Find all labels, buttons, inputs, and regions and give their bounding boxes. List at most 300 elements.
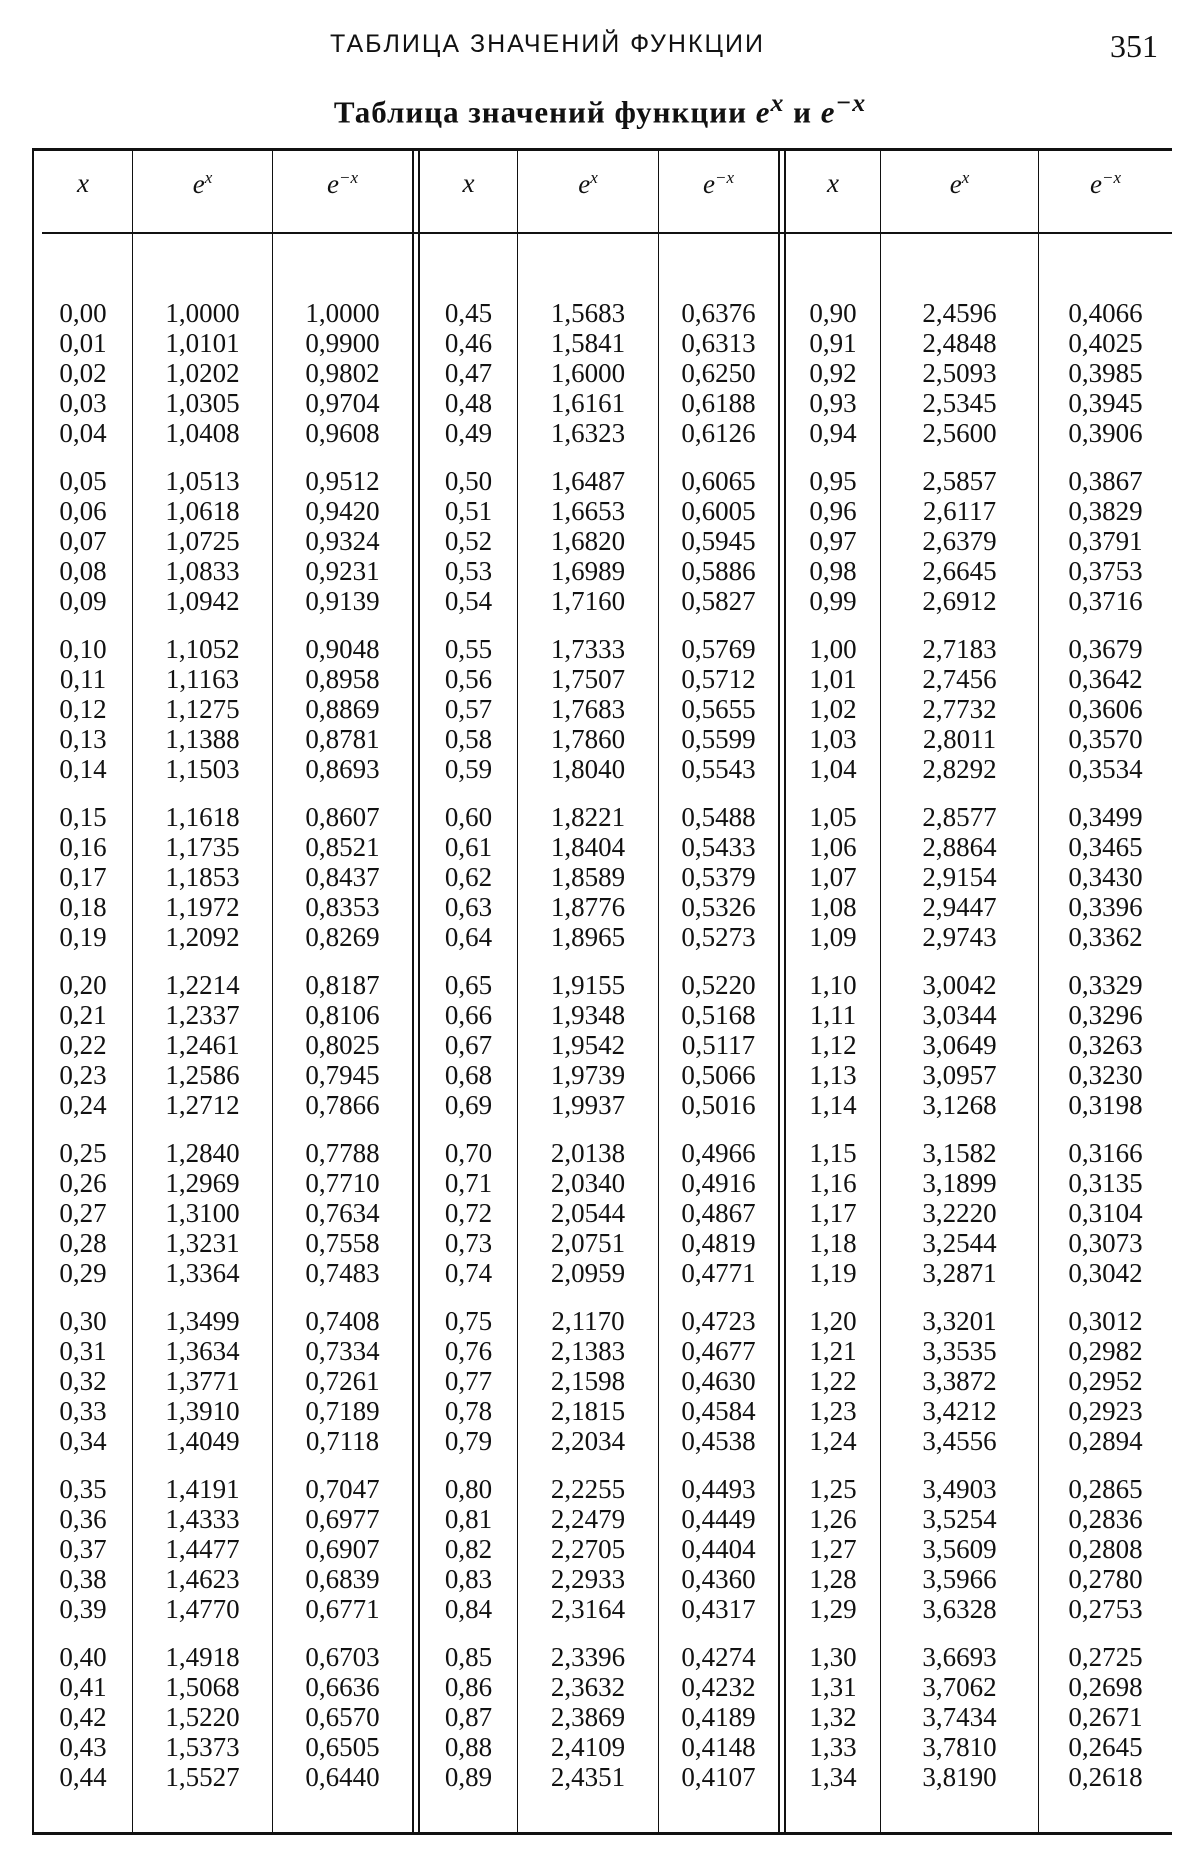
table-row — [32, 862, 1172, 892]
x-value: 0,88 — [444, 1732, 493, 1762]
x-value: 0,01 — [59, 328, 107, 358]
emx-value: 0,3534 — [1068, 754, 1143, 784]
table-row — [32, 1060, 1172, 1090]
ex-exponent: x — [770, 88, 785, 117]
ex-value: 1,7860 — [550, 724, 626, 754]
emx-value: 0,4148 — [681, 1732, 756, 1762]
table-row — [32, 1228, 1172, 1258]
ex-value: 1,6487 — [550, 466, 626, 496]
table-row — [32, 832, 1172, 862]
ex-value: 1,0000 — [165, 298, 240, 328]
emx-value: 0,3606 — [1068, 694, 1143, 724]
x-value: 1,26 — [809, 1504, 857, 1534]
x-value: 0,07 — [59, 526, 107, 556]
emx-value: 0,2952 — [1068, 1366, 1143, 1396]
ex-value: 2,7732 — [922, 694, 997, 724]
table-row — [32, 1474, 1172, 1504]
ex-value: 1,6989 — [550, 556, 626, 586]
x-value: 0,78 — [444, 1396, 493, 1426]
ex-value: 1,1735 — [165, 832, 240, 862]
ex-value: 2,5857 — [922, 466, 997, 496]
emx-value: 0,3906 — [1068, 418, 1143, 448]
table-row — [32, 802, 1172, 832]
table-row — [32, 526, 1172, 556]
ex-value: 2,3164 — [550, 1594, 626, 1624]
x-value: 0,12 — [59, 694, 107, 724]
emx-value: 0,8607 — [305, 802, 380, 832]
ex-value: 3,5609 — [922, 1534, 997, 1564]
x-value: 0,42 — [59, 1702, 107, 1732]
ex-value: 1,5068 — [165, 1672, 240, 1702]
table-row — [32, 1336, 1172, 1366]
x-value: 0,63 — [444, 892, 493, 922]
emx-value: 0,4404 — [681, 1534, 756, 1564]
emx-value: 0,5712 — [681, 664, 756, 694]
x-value: 0,90 — [809, 298, 857, 328]
emx-value: 0,6065 — [681, 466, 756, 496]
emx-value: 0,4819 — [681, 1228, 756, 1258]
table-row — [32, 1138, 1172, 1168]
table-row — [32, 1594, 1172, 1624]
x-value: 0,79 — [444, 1426, 493, 1456]
x-value: 0,64 — [444, 922, 493, 952]
emx-value: 0,8187 — [305, 970, 380, 1000]
emx-value: 0,3570 — [1068, 724, 1143, 754]
x-value: 0,89 — [444, 1762, 493, 1792]
x-value: 1,03 — [809, 724, 857, 754]
emx-value: 0,7945 — [305, 1060, 380, 1090]
x-value: 0,61 — [444, 832, 493, 862]
emx-value: 0,9324 — [305, 526, 380, 556]
ex-value: 1,5683 — [550, 298, 626, 328]
x-value: 0,26 — [59, 1168, 107, 1198]
x-value: 0,28 — [59, 1228, 107, 1258]
emx-value: 0,2836 — [1068, 1504, 1143, 1534]
table-row — [32, 892, 1172, 922]
x-value: 0,69 — [444, 1090, 493, 1120]
x-value: 0,50 — [444, 466, 493, 496]
x-value: 0,43 — [59, 1732, 107, 1762]
ex-value: 1,2969 — [165, 1168, 240, 1198]
emx-value: 0,5543 — [681, 754, 756, 784]
ex-value: 2,9154 — [922, 862, 997, 892]
ex-value: 3,0957 — [922, 1060, 997, 1090]
emx-value: 0,6313 — [681, 328, 756, 358]
emx-value: 0,3329 — [1068, 970, 1143, 1000]
x-value: 0,80 — [444, 1474, 493, 1504]
ex-value: 1,2840 — [165, 1138, 240, 1168]
ex-value: 3,7810 — [922, 1732, 997, 1762]
x-value: 1,24 — [809, 1426, 857, 1456]
ex-value: 3,5254 — [922, 1504, 997, 1534]
x-value: 0,09 — [59, 586, 107, 616]
table-row — [32, 1396, 1172, 1426]
ex-value: 1,2337 — [165, 1000, 240, 1030]
ex-value: 3,4903 — [922, 1474, 997, 1504]
x-value: 0,23 — [59, 1060, 107, 1090]
ex-value: 1,0833 — [165, 556, 240, 586]
emx-value: 0,3104 — [1068, 1198, 1143, 1228]
ex-value: 2,5093 — [922, 358, 997, 388]
ex-value: 3,6693 — [922, 1642, 997, 1672]
emx-value: 0,6376 — [681, 298, 756, 328]
emx-value: 0,3073 — [1068, 1228, 1143, 1258]
emx-value: 0,3753 — [1068, 556, 1143, 586]
x-value: 0,98 — [809, 556, 857, 586]
emx-value: 0,8521 — [305, 832, 380, 862]
emx-value: 0,2725 — [1068, 1642, 1143, 1672]
ex-value: 2,1383 — [550, 1336, 626, 1366]
emx-value: 0,6839 — [305, 1564, 380, 1594]
table-row — [32, 1564, 1172, 1594]
x-value: 0,57 — [444, 694, 493, 724]
x-value: 0,32 — [59, 1366, 107, 1396]
emx-value: 0,5655 — [681, 694, 756, 724]
ex-value: 2,2705 — [550, 1534, 626, 1564]
emx-value: 0,3829 — [1068, 496, 1143, 526]
emx-value: 0,7334 — [305, 1336, 380, 1366]
x-value: 0,27 — [59, 1198, 107, 1228]
emx-value: 0,3230 — [1068, 1060, 1143, 1090]
ex-value: 1,9155 — [550, 970, 626, 1000]
table-row — [32, 1000, 1172, 1030]
x-value: 1,06 — [809, 832, 857, 862]
emx-value: 0,9900 — [305, 328, 380, 358]
x-value: 1,31 — [809, 1672, 857, 1702]
emx-value: 0,4274 — [681, 1642, 756, 1672]
header-emx: $e^{-x}$ — [702, 168, 734, 199]
x-value: 1,02 — [809, 694, 857, 724]
x-value: 0,99 — [809, 586, 857, 616]
x-value: 0,71 — [444, 1168, 493, 1198]
x-value: 0,75 — [444, 1306, 493, 1336]
table-row — [32, 664, 1172, 694]
x-value: 1,05 — [809, 802, 857, 832]
x-value: 0,95 — [809, 466, 857, 496]
emx-value: 0,2923 — [1068, 1396, 1143, 1426]
x-value: 0,55 — [444, 634, 493, 664]
emx-value: 0,4107 — [681, 1762, 756, 1792]
x-value: 0,10 — [59, 634, 107, 664]
ex-value: 2,6645 — [922, 556, 997, 586]
ex-value: 3,3535 — [922, 1336, 997, 1366]
emx-value: 0,7261 — [305, 1366, 380, 1396]
emx-value: 0,2865 — [1068, 1474, 1143, 1504]
table-row — [32, 1090, 1172, 1120]
emx-value: 0,5220 — [681, 970, 756, 1000]
ex-value: 1,3910 — [165, 1396, 240, 1426]
ex-value: 1,5527 — [165, 1762, 240, 1792]
x-value: 0,20 — [59, 970, 107, 1000]
ex-value: 3,7434 — [922, 1702, 997, 1732]
ex-value: 1,3771 — [165, 1366, 240, 1396]
emx-value: 0,3198 — [1068, 1090, 1143, 1120]
x-value: 0,83 — [444, 1564, 493, 1594]
emx-value: 0,3642 — [1068, 664, 1143, 694]
x-value: 0,13 — [59, 724, 107, 754]
x-value: 0,76 — [444, 1336, 493, 1366]
header-x: x — [462, 168, 475, 198]
x-value: 1,25 — [809, 1474, 857, 1504]
table-row — [32, 694, 1172, 724]
x-value: 0,24 — [59, 1090, 107, 1120]
ex-value: 3,4556 — [922, 1426, 997, 1456]
emx-value: 0,7047 — [305, 1474, 380, 1504]
x-value: 1,13 — [809, 1060, 857, 1090]
emx-value: 0,3867 — [1068, 466, 1143, 496]
ex-value: 1,2092 — [165, 922, 240, 952]
x-value: 0,68 — [444, 1060, 493, 1090]
ex-value: 1,1163 — [165, 664, 240, 694]
emx-value: 0,4630 — [681, 1366, 756, 1396]
x-value: 0,06 — [59, 496, 107, 526]
ex-value: 1,6323 — [550, 418, 626, 448]
ex-value: 1,8040 — [550, 754, 626, 784]
emx-value: 0,9048 — [305, 634, 380, 664]
ex-value: 3,2220 — [922, 1198, 997, 1228]
ex-value: 2,8864 — [922, 832, 997, 862]
ex-value: 1,6653 — [550, 496, 626, 526]
ex-value: 2,3632 — [550, 1672, 626, 1702]
ex-value: 1,1388 — [165, 724, 240, 754]
table-body — [32, 298, 1172, 1810]
ex-value: 2,8292 — [922, 754, 997, 784]
emx-value: 0,9420 — [305, 496, 380, 526]
x-value: 1,27 — [809, 1534, 857, 1564]
emx-value: 0,4360 — [681, 1564, 756, 1594]
table-row — [32, 1366, 1172, 1396]
emx-value: 0,9512 — [305, 466, 380, 496]
ex-value: 1,4477 — [165, 1534, 240, 1564]
emx-value: 0,3263 — [1068, 1030, 1143, 1060]
emx-value: 0,6570 — [305, 1702, 380, 1732]
x-value: 1,12 — [809, 1030, 857, 1060]
emx-value: 0,4189 — [681, 1702, 756, 1732]
x-value: 0,86 — [444, 1672, 493, 1702]
ex-value: 1,3100 — [165, 1198, 240, 1228]
emx-value: 0,3396 — [1068, 892, 1143, 922]
emx-value: 0,7788 — [305, 1138, 380, 1168]
emx-value: 0,2982 — [1068, 1336, 1143, 1366]
x-value: 0,00 — [59, 298, 107, 328]
table-row — [32, 1642, 1172, 1672]
table-row — [32, 328, 1172, 358]
table-row — [32, 466, 1172, 496]
ex-value: 1,6820 — [550, 526, 626, 556]
x-value: 1,21 — [809, 1336, 857, 1366]
x-value: 0,25 — [59, 1138, 107, 1168]
x-value: 0,37 — [59, 1534, 107, 1564]
ex-value: 1,5373 — [165, 1732, 240, 1762]
ex-value: 3,7062 — [922, 1672, 997, 1702]
emx-value: 0,2671 — [1068, 1702, 1143, 1732]
emx-value: 0,3945 — [1068, 388, 1143, 418]
ex-value: 1,4049 — [165, 1426, 240, 1456]
x-value: 0,62 — [444, 862, 493, 892]
emx-value: 0,7189 — [305, 1396, 380, 1426]
x-value: 0,52 — [444, 526, 493, 556]
ex-value: 1,1853 — [165, 862, 240, 892]
emx-value: 0,7118 — [305, 1426, 380, 1456]
x-value: 0,81 — [444, 1504, 493, 1534]
x-value: 0,45 — [444, 298, 493, 328]
emx-value: 0,8958 — [305, 664, 380, 694]
x-value: 0,87 — [444, 1702, 493, 1732]
emx-value: 0,4677 — [681, 1336, 756, 1366]
x-value: 0,16 — [59, 832, 107, 862]
x-value: 0,54 — [444, 586, 493, 616]
table-row — [32, 418, 1172, 448]
ex-value: 2,8011 — [922, 724, 997, 754]
emx-value: 0,3296 — [1068, 1000, 1143, 1030]
ex-value: 2,6912 — [922, 586, 997, 616]
table-row — [32, 1426, 1172, 1456]
ex-value: 2,9743 — [922, 922, 997, 952]
x-value: 0,94 — [809, 418, 857, 448]
table-row — [32, 1306, 1172, 1336]
emx-value: 0,4916 — [681, 1168, 756, 1198]
ex-value: 3,2544 — [922, 1228, 997, 1258]
ex-value: 1,0725 — [165, 526, 240, 556]
ex-value: 1,8776 — [550, 892, 626, 922]
header-ex: $e^x$ — [192, 168, 213, 199]
x-value: 1,04 — [809, 754, 857, 784]
ex-value: 3,1582 — [922, 1138, 997, 1168]
emx-value: 0,7710 — [305, 1168, 380, 1198]
emx-value: 0,6005 — [681, 496, 756, 526]
emx-value: 0,4723 — [681, 1306, 756, 1336]
ex-value: 3,4212 — [922, 1396, 997, 1426]
x-value: 1,19 — [809, 1258, 857, 1288]
ex-value: 1,1052 — [165, 634, 240, 664]
x-value: 0,66 — [444, 1000, 493, 1030]
ex-value: 1,0408 — [165, 418, 240, 448]
x-value: 1,23 — [809, 1396, 857, 1426]
table-row — [32, 754, 1172, 784]
table-row — [32, 970, 1172, 1000]
ex-value: 1,8404 — [550, 832, 626, 862]
ex-value: 2,2933 — [550, 1564, 626, 1594]
table-row — [32, 1168, 1172, 1198]
ex-value: 1,2586 — [165, 1060, 240, 1090]
emx-value: 0,5886 — [681, 556, 756, 586]
emx-value: 0,3042 — [1068, 1258, 1143, 1288]
ex-value: 1,7683 — [550, 694, 626, 724]
ex-value: 1,4623 — [165, 1564, 240, 1594]
emx-value: 0,5273 — [681, 922, 756, 952]
emx-value: 0,3012 — [1068, 1306, 1143, 1336]
ex-value: 2,6379 — [922, 526, 997, 556]
ex-value: 2,0959 — [550, 1258, 626, 1288]
ex-value: 2,7183 — [922, 634, 997, 664]
ex-value: 3,8190 — [922, 1762, 997, 1792]
ex-value: 2,3396 — [550, 1642, 626, 1672]
table-row — [32, 1030, 1172, 1060]
emx-value: 0,6771 — [305, 1594, 380, 1624]
x-value: 0,46 — [444, 328, 493, 358]
emx-value: 0,3465 — [1068, 832, 1143, 862]
ex-value: 1,7160 — [550, 586, 626, 616]
x-value: 0,03 — [59, 388, 107, 418]
x-value: 0,41 — [59, 1672, 107, 1702]
x-value: 1,34 — [809, 1762, 857, 1792]
emx-value: 0,2698 — [1068, 1672, 1143, 1702]
row-group — [32, 1306, 1172, 1456]
x-value: 0,34 — [59, 1426, 107, 1456]
x-value: 0,70 — [444, 1138, 493, 1168]
x-value: 0,08 — [59, 556, 107, 586]
x-value: 0,22 — [59, 1030, 107, 1060]
emx-value: 0,5117 — [681, 1030, 756, 1060]
x-value: 0,11 — [59, 664, 107, 694]
emx-value: 0,6907 — [305, 1534, 380, 1564]
x-value: 0,35 — [59, 1474, 107, 1504]
bottom-rule — [32, 1832, 1172, 1835]
x-value: 0,17 — [59, 862, 107, 892]
emx-value: 0,3716 — [1068, 586, 1143, 616]
ex-value: 3,0649 — [922, 1030, 997, 1060]
x-value: 1,01 — [809, 664, 857, 694]
emx-value: 0,8269 — [305, 922, 380, 952]
ex-value: 2,3869 — [550, 1702, 626, 1732]
x-value: 0,04 — [59, 418, 107, 448]
ex-value: 2,5600 — [922, 418, 997, 448]
emx-value: 1,0000 — [305, 298, 380, 328]
ex-value: 2,1598 — [550, 1366, 626, 1396]
ex-value: 2,1815 — [550, 1396, 626, 1426]
x-value: 1,32 — [809, 1702, 857, 1732]
ex-value: 1,4770 — [165, 1594, 240, 1624]
x-value: 1,30 — [809, 1642, 857, 1672]
ex-value: 3,0042 — [922, 970, 997, 1000]
ex-value: 1,4191 — [165, 1474, 240, 1504]
x-value: 1,33 — [809, 1732, 857, 1762]
header-ex: $e^x$ — [949, 168, 970, 199]
ex-value: 1,6000 — [550, 358, 626, 388]
ex-value: 1,2712 — [165, 1090, 240, 1120]
emx-value: 0,8781 — [305, 724, 380, 754]
x-value: 0,56 — [444, 664, 493, 694]
ex-value: 1,8221 — [550, 802, 626, 832]
ex-value: 1,8589 — [550, 862, 626, 892]
emx-value: 0,3135 — [1068, 1168, 1143, 1198]
values-table — [32, 148, 1172, 1838]
ex-value: 3,3201 — [922, 1306, 997, 1336]
x-value: 0,59 — [444, 754, 493, 784]
ex-value: 2,2255 — [550, 1474, 626, 1504]
table-row — [32, 1702, 1172, 1732]
ex-value: 3,5966 — [922, 1564, 997, 1594]
emx-value: 0,3430 — [1068, 862, 1143, 892]
emx-value: 0,4232 — [681, 1672, 756, 1702]
ex-value: 3,1268 — [922, 1090, 997, 1120]
x-value: 0,36 — [59, 1504, 107, 1534]
emx-value: 0,6977 — [305, 1504, 380, 1534]
ex-value: 2,1170 — [551, 1306, 625, 1336]
ex-value: 2,4109 — [550, 1732, 626, 1762]
x-value: 0,97 — [809, 526, 857, 556]
x-value: 1,14 — [809, 1090, 857, 1120]
table-row — [32, 634, 1172, 664]
x-value: 1,15 — [809, 1138, 857, 1168]
emx-value: 0,2894 — [1068, 1426, 1143, 1456]
x-value: 1,00 — [809, 634, 857, 664]
ex-value: 1,0618 — [165, 496, 240, 526]
ex-value: 1,1503 — [165, 754, 240, 784]
ex-value: 2,9447 — [922, 892, 997, 922]
emx-value: 0,5827 — [681, 586, 756, 616]
emx-value: 0,9608 — [305, 418, 380, 448]
